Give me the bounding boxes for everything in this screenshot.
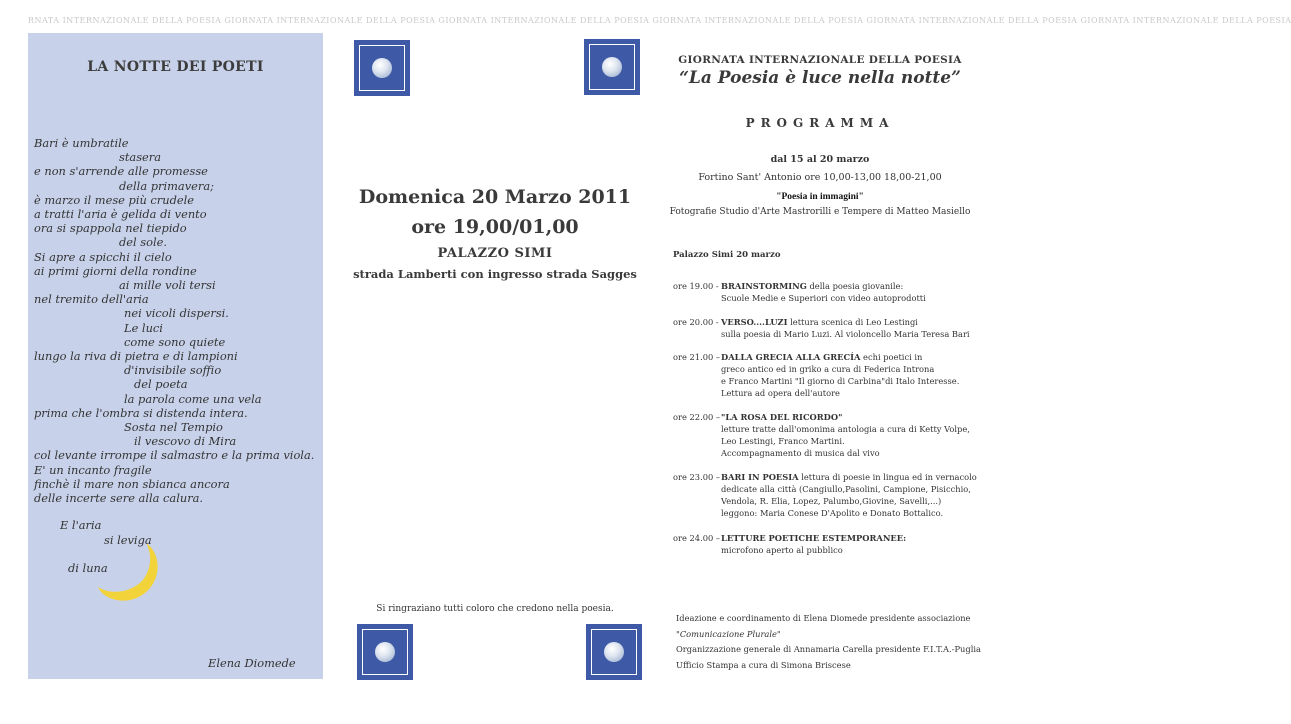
schedule-item (673, 411, 993, 459)
schedule-detail-line: Vendola, R. Elia, Lopez, Palumbo,Giovine, Savelli,...) (721, 496, 942, 506)
poem-line: la parola come una vela (124, 391, 262, 406)
schedule-detail-line: letture tratte dall'omonima antologia a cura di Ketty Volpe, (721, 424, 970, 434)
poem-line: lungo la riva di pietra e di lampioni (34, 349, 238, 364)
poem-line: Le luci (124, 320, 163, 335)
poem-line: finchè il mare non sbianca ancora (34, 476, 230, 491)
schedule-title: DALLA GRECIA ALLA GRECÍA (721, 352, 861, 362)
event-tagline: “La Poesia è luce nella notte” (679, 68, 961, 88)
exhibition-hours: Fortino Sant' Antonio ore 10,00-13,00 18,00-21,00 (698, 172, 942, 183)
poem-line: ai mille voli tersi (119, 278, 216, 293)
event-date: Domenica 20 Marzo 2011 (358, 186, 632, 208)
poem-line: nei vicoli dispersi. (124, 306, 229, 321)
poem-line: Sosta nel Tempio (124, 420, 223, 435)
poem-line: nel tremito dell'aria (34, 292, 149, 307)
poem-author: Elena Diomede (208, 656, 296, 670)
credit-line: Organizzazione generale di Annamaria Carella presidente F.I.T.A.-Puglia (676, 644, 981, 654)
credits-block (676, 611, 996, 673)
poem-line: col levante irrompe il salmastro e la prima viola. (34, 448, 315, 463)
poem-line: ai primi giorni della rondine (34, 263, 197, 278)
poem-panel (28, 33, 323, 679)
schedule-detail-line: dedicate alla città (Cangiullo,Pasolini, Campione, Pisicchio, (721, 484, 971, 494)
poem-line: d'invisibile soffio (124, 363, 222, 378)
poem-line: della primavera; (119, 178, 214, 193)
schedule-detail-line: sulla poesia di Mario Luzi. Al violoncello Maria Teresa Bari (721, 329, 970, 339)
schedule-title: BRAINSTORMING (721, 281, 807, 291)
schedule-detail-line: Lettura ad opera dell'autore (721, 388, 840, 398)
poem-line: del poeta (134, 377, 188, 392)
schedule-time: ore 23.00 – (673, 472, 721, 482)
schedule-item (673, 280, 993, 304)
schedule-title: LETTURE POETICHE ESTEMPORANEE: (721, 533, 907, 543)
poem-line: il vescovo di Mira (134, 434, 237, 449)
schedule-time: ore 24.00 – (673, 533, 721, 543)
poem-line: E' un incanto fragile (34, 462, 152, 477)
poem-line: è marzo il mese più crudele (34, 192, 195, 207)
schedule-heading: Palazzo Simi 20 marzo (673, 250, 781, 260)
schedule-title: VERSO....LUZI (721, 317, 788, 327)
schedule-time: ore 20.00 - (673, 317, 719, 327)
schedule-item (673, 532, 993, 556)
credit-line: "Comunicazione Plurale" (676, 628, 781, 639)
schedule-description: lettura scenica di Leo Lestingi (787, 317, 918, 327)
poem-line: ora si spappola nel tiepido (34, 221, 187, 236)
event-address: strada Lamberti con ingresso strada Sagges (353, 267, 637, 281)
schedule-item (673, 471, 993, 519)
event-time: ore 19,00/01,00 (411, 216, 579, 238)
poem-line: Bari è umbratile (34, 136, 129, 150)
ornament-icon (586, 624, 642, 680)
programma-heading: PROGRAMMA (745, 116, 895, 130)
schedule-time: ore 21.00 – (673, 352, 721, 362)
poem-line: del sole. (119, 235, 168, 250)
schedule-description: della poesia giovanile: (806, 281, 904, 291)
ornament-icon (584, 39, 640, 95)
schedule-description: lettura di poesie in lingua ed in vernacolo (798, 472, 977, 482)
ornament-icon (357, 624, 413, 680)
credit-line: Ideazione e coordinamento di Elena Diomede presidente associazione (676, 613, 971, 623)
thanks-note: Si ringraziano tutti coloro che credono nella poesia. (376, 604, 614, 614)
event-name: GIORNATA INTERNAZIONALE DELLA POESIA (678, 54, 962, 66)
schedule-title: BARI IN POESIA (721, 472, 799, 482)
poem-closing-line: si leviga (104, 533, 152, 547)
poem-line: delle incerte sere alla calura. (34, 491, 204, 506)
poem-line: come sono quiete (124, 334, 226, 349)
schedule-detail-line: leggono: Maria Conese D'Apolito e Donato Bottalico. (721, 508, 944, 518)
header-watermark-strip: RNATA INTERNAZIONALE DELLA POESIA GIORNATA INTERNAZIONALE DELLA POESIA GIORNATA INTERNAZIONALE DELLA POESIA GIORNATA INTERNAZIONALE DELLA POESIA GIORNATA INTERNAZIONALE DELLA POESIA GIORNATA INTERNAZIONALE DELLA POESIA (28, 16, 1291, 25)
schedule-description: echi poetici in (860, 352, 923, 362)
schedule-detail-line: Leo Lestingi, Franco Martini. (721, 436, 845, 446)
poem-line: e non s'arrende alle promesse (34, 164, 208, 179)
poem-line: prima che l'ombra si distenda intera. (34, 405, 248, 420)
exhibition-dates: dal 15 al 20 marzo (770, 154, 870, 165)
credit-line: Ufficio Stampa a cura di Simona Briscese (676, 659, 851, 670)
poem-closing-line: E l'aria (60, 518, 102, 532)
schedule-time: ore 22.00 – (673, 412, 721, 422)
poem-text (34, 136, 324, 505)
schedule-title: "LA ROSA DEL RICORDO" (721, 412, 843, 422)
schedule-detail-line: Accompagnamento di musica dal vivo (721, 448, 880, 458)
schedule-item (673, 316, 993, 340)
poem-title: LA NOTTE DEI POETI (87, 59, 264, 75)
schedule-item (673, 351, 993, 399)
schedule-time: ore 19.00 - (673, 281, 719, 291)
schedule-detail-line: e Franco Martini "Il giorno di Carbina"di Italo Interesse. (721, 376, 960, 386)
exhibition-credits: Fotografie Studio d'Arte Mastrorilli e Tempere di Matteo Masiello (669, 207, 971, 217)
exhibition-title: "Poesia in immagini" (776, 192, 864, 202)
poem-line: a tratti l'aria è gelida di vento (34, 207, 207, 222)
poem-line: stasera (119, 150, 162, 165)
event-venue: PALAZZO SIMI (437, 246, 553, 261)
poem-closing-line: di luna (68, 561, 108, 575)
schedule-detail-line: greco antico ed in griko a cura di Federica Introna (721, 364, 935, 374)
poem-line: Si apre a spicchi il cielo (34, 249, 172, 264)
ornament-icon (354, 40, 410, 96)
schedule-detail-line: Scuole Medie e Superiori con video autoprodotti (721, 293, 926, 303)
schedule-detail-line: microfono aperto al pubblico (721, 545, 843, 555)
